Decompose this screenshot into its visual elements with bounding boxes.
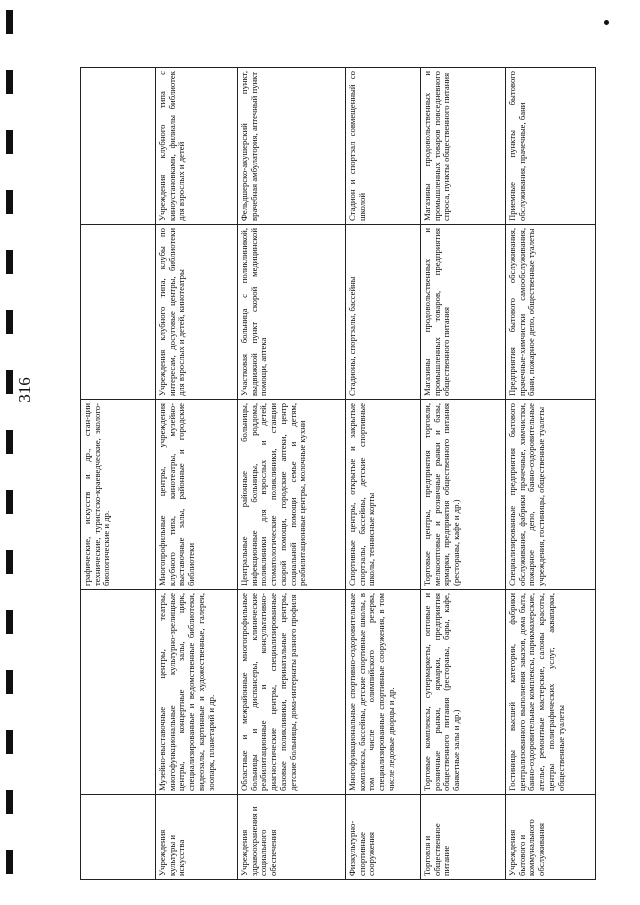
binding-mark <box>6 490 13 514</box>
district-level-cell: Стадионы, спортзалы, бассейны <box>346 225 421 400</box>
district-level-cell: Участковая больница с поликлиникой, выдвижной пункт скорой медицинской помощи, аптека <box>238 225 346 400</box>
regional-level-cell: Гостиницы высшей категории, фабрики централизованного выполнения заказов, дома быта, банно-оздоровительные комплексы, парикмахерские, ателье, ремонтные мастерские, салоны красоты, центры полиграфических услуг, аквапарки, общественные туалеты <box>506 590 596 795</box>
rotated-table-container <box>80 68 566 880</box>
table-row <box>346 68 421 880</box>
microdistrict-level-cell: Стадион и спортзал совмещенный со школой <box>346 68 421 225</box>
regional-level-cell: Музейно-выставочные центры, театры, многофункциональные культурно-зрелищные центры, концертные залы, цирк, специализированные и ведомственные библиотеки, видеозалы, картинные и художественные, галереи, зоопарк, планетарий и др. <box>156 590 238 795</box>
binding-mark <box>6 310 13 334</box>
regional-level-cell: Торговые комплексы, супермаркеты, оптовые и розничные рынки, ярмарки, предприятия общественного питания (рестораны, бары, кафе, банкетные залы и др.) <box>421 590 506 795</box>
binding-mark <box>6 730 13 754</box>
binding-mark <box>6 250 13 274</box>
district-level-cell: Магазины продовольственных и промышленных товаров, предприятия общественного питания <box>421 225 506 400</box>
city-level-cell: графические, искусств и др., стан-ции технические, туристско-краеведческие, эколого-биологические и др. <box>81 400 156 590</box>
category-cell: Учреждения культуры и искусства <box>156 795 238 880</box>
page-number: 316 <box>15 377 34 403</box>
microdistrict-level-cell <box>81 68 156 225</box>
regional-level-cell: Многофункциональные спортивно-оздоровительные комплексы, бассейны, детские спортивные школы, в том числе олимпийского резерва, специализированные спортивные сооружения, в том числе ледовые дворцы и др. <box>346 590 421 795</box>
binding-mark <box>6 190 13 214</box>
city-level-cell: Центральные районные больницы, инфекционные больницы, роддома, поликлиники для взрослых и детей, стоматологические поликлиники, станции скорой помощи, городские аптеки, центр социальной помощи семье и детям, реабилитационные центры, молочные кухни <box>238 400 346 590</box>
table-row <box>156 68 238 880</box>
microdistrict-level-cell: Магазины продовольственных и промышленных товаров повседневного спроса, пункты общественного питания <box>421 68 506 225</box>
table-row <box>421 68 506 880</box>
city-level-cell: Спортивные центры, открытые и закрытые спортзалы, бассейны, детские спортивные школы, теннисные корты <box>346 400 421 590</box>
table-row <box>238 68 346 880</box>
regional-level-cell: Областные и межрайонные многопрофильные больницы и диспансеры, клинические реабилитационные и консультативно-диагностические центры, специализированные базовые поликлиники, перинатальные центры, детские больницы, дома-интернаты разного профиля <box>238 590 346 795</box>
category-cell <box>81 795 156 880</box>
category-cell: Учреждения бытового и коммунального обслуживания <box>506 795 596 880</box>
microdistrict-level-cell: Учреждения клубного типа с киноустановками, филиалы библиотек для взрослых и детей <box>156 68 238 225</box>
table-row <box>81 68 156 880</box>
district-level-cell: Предприятия бытового обслуживания, прачечные-химчистки самообслуживания, бани, пожарное депо, общественные туалеты <box>506 225 596 400</box>
city-level-cell: Торговые центры, предприятия торговли, мелкооптовые и розничные рынки и базы, ярмарки, предприятия общественного питания (рестораны, кафе и др.) <box>421 400 506 590</box>
binding-mark <box>6 670 13 694</box>
city-level-cell: Специализированные предприятия бытового обслуживания, фабрики прачечные, химчистки, пожарное депо, банно-оздоровительные учреждения, гостиницы, общественные туалеты <box>506 400 596 590</box>
table-row <box>506 68 596 880</box>
binding-mark <box>6 850 13 874</box>
category-cell: Торговля и общественное питание <box>421 795 506 880</box>
category-cell: Учреждения здравоохранения и социального обеспечения <box>238 795 346 880</box>
facilities-table <box>80 67 596 880</box>
binding-mark <box>6 10 13 34</box>
microdistrict-level-cell: Фельдшерско-акушерский пункт, врачебная амбулатория, аптечный пункт <box>238 68 346 225</box>
dot-mark <box>604 20 609 25</box>
regional-level-cell <box>81 590 156 795</box>
district-level-cell <box>81 225 156 400</box>
binding-mark <box>6 610 13 634</box>
binding-mark <box>6 70 13 94</box>
category-cell: Физкультурно-спортивные сооружения <box>346 795 421 880</box>
district-level-cell: Учреждения клубного типа, клубы по интересам, досуговые центры, библиотеки для взрослых и детей, кинотеатры <box>156 225 238 400</box>
microdistrict-level-cell: Приемные пункты бытового обслуживания, прачечные, бани <box>506 68 596 225</box>
city-level-cell: Многопрофильные центры, учреждения клубного типа, кинотеатры, музейно-выставочные залы, районные и городские библиотеки <box>156 400 238 590</box>
binding-mark <box>6 550 13 574</box>
binding-mark <box>6 130 13 154</box>
binding-mark <box>6 430 13 454</box>
binding-mark <box>6 790 13 814</box>
